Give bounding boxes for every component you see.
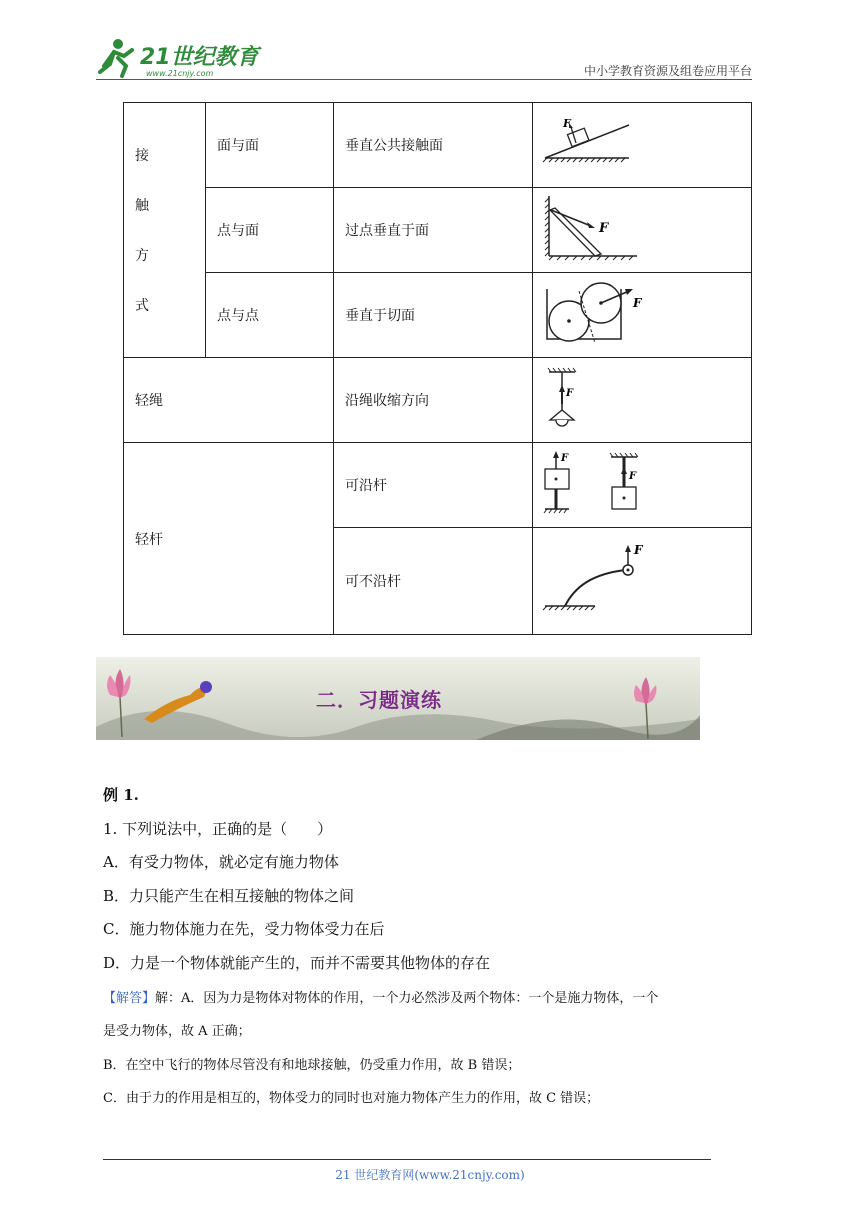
runner-icon [100,39,132,76]
contact-type: 点与点 [206,273,334,358]
logo-url: www.21cnjy.com [146,69,214,78]
answer-line: B．在空中飞行的物体尽管没有和地球接触，仍受重力作用，故 B 错误； [103,1058,521,1073]
svg-text:F: F [561,453,569,464]
footer-divider [103,1159,711,1160]
option-a: A．有受力物体，就必定有施力物体 [103,853,339,871]
rod-label: 轻杆 [124,443,334,635]
site-logo [96,36,266,80]
option-c: C．施力物体施力在先，受力物体受力在后 [103,920,385,938]
svg-text:F: F [563,117,571,130]
answer-tag: 【解答】 [103,991,156,1006]
force-direction: 垂直公共接触面 [334,103,533,188]
contact-type: 面与面 [206,103,334,188]
answer-line: C．由于力的作用是相互的，物体受力的同时也对施力物体产生力的作用，故 C 错误； [103,1091,600,1106]
curved-rod-diagram [533,528,751,630]
option-d: D．力是一个物体就能产生的，而并不需要其他物体的存在 [103,954,491,972]
contact-type: 点与面 [206,188,334,273]
platform-name: 中小学教育资源及组卷应用平台 [583,64,752,78]
hanging-lamp-diagram [533,358,751,438]
footer-text[interactable]: 21 世纪教育网(www.21cnjy.com) [335,1168,525,1182]
force-direction: 可沿杆 [334,443,533,528]
force-direction: 沿绳收缩方向 [334,358,533,443]
two-balls-diagram [533,273,751,353]
force-direction: 过点垂直于面 [334,188,533,273]
answer-line: 【解答】解：A．因为力是物体对物体的作用，一个力必然涉及两个物体：一个是施力物体，一个 [103,991,659,1006]
svg-text:F: F [599,221,609,236]
header-divider [96,79,752,80]
contact-force-table [123,102,752,635]
logo-text: 21世纪教育 [140,45,259,70]
rod-block-diagram [533,443,751,523]
contact-mode-label: 接 触 方 式 [124,103,206,358]
rope-label: 轻绳 [124,358,334,443]
option-b: B．力只能产生在相互接触的物体之间 [103,887,355,905]
section-title: 二．习题演练 [316,688,442,712]
svg-text:F: F [633,296,642,310]
svg-text:F: F [566,388,574,399]
question-text: 1. 下列说法中，正确的是（ ） [103,820,333,838]
answer-line: 是受力物体，故 A 正确； [103,1024,251,1039]
rod-against-wall-diagram [533,188,751,268]
force-direction: 垂直于切面 [334,273,533,358]
force-direction: 可不沿杆 [334,528,533,635]
svg-text:F: F [629,471,637,482]
example-heading: 例 1. [103,786,139,804]
incline-block-diagram [533,103,751,183]
svg-text:F: F [634,543,643,557]
